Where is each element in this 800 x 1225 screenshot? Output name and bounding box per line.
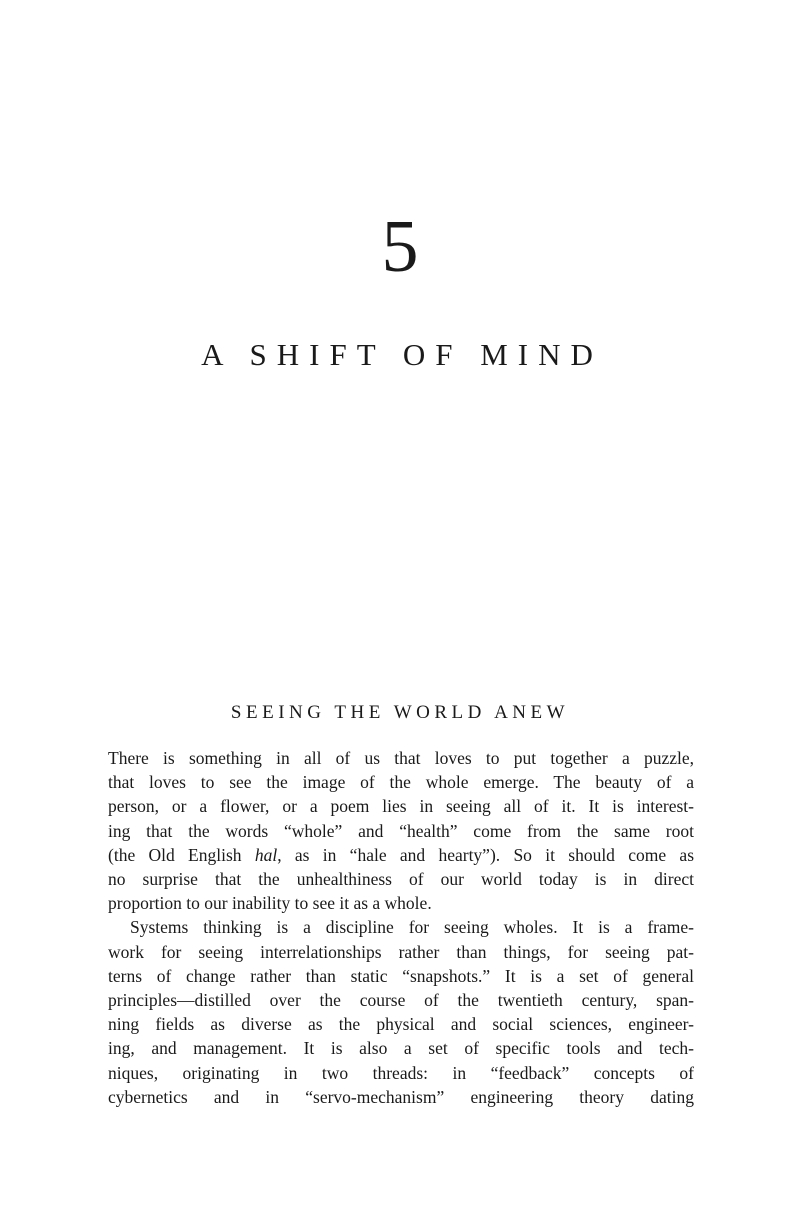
text-line: that loves to see the image of the whole emerge. The beauty of a — [108, 772, 694, 793]
text-line: ning fields as diverse as the physical and social sciences, engineer- — [108, 1014, 694, 1035]
text-line: niques, originating in two threads: in “feedback” concepts of — [108, 1062, 694, 1083]
text-line-with-italic: (the Old English hal, as in “hale and hearty”). So it should come as — [108, 844, 695, 865]
text-line: person, or a flower, or a poem lies in seeing all of it. It is interest- — [108, 796, 694, 817]
text-line: ing that the words “whole” and “health” come from the same root — [108, 820, 694, 841]
chapter-number: 5 — [381, 206, 419, 288]
body-text — [108, 746, 694, 1109]
chapter-title: A SHIFT OF MIND — [201, 337, 603, 372]
italic-word: hal — [254, 844, 278, 865]
text-line: terns of change rather than static “snapshots.” It is a set of general — [108, 965, 694, 986]
text-line: cybernetics and in “servo-mechanism” engineering theory dating — [108, 1086, 694, 1107]
paragraph-2 — [108, 915, 694, 1109]
section-heading: SEEING THE WORLD ANEW — [230, 702, 570, 723]
text-line: no surprise that the unhealthiness of our world today is in direct — [108, 869, 694, 890]
paragraph-1 — [108, 746, 694, 915]
text-line: proportion to our inability to see it as a whole. — [108, 893, 432, 914]
text-line: principles—distilled over the course of the twentieth century, span- — [108, 990, 694, 1011]
text-line: work for seeing interrelationships rather than things, for seeing pat- — [108, 941, 694, 962]
text-line: There is something in all of us that loves to put together a puzzle, — [108, 748, 694, 768]
text-line: ing, and management. It is also a set of specific tools and tech- — [108, 1038, 694, 1059]
text-line: Systems thinking is a discipline for seeing wholes. It is a frame- — [130, 917, 694, 938]
